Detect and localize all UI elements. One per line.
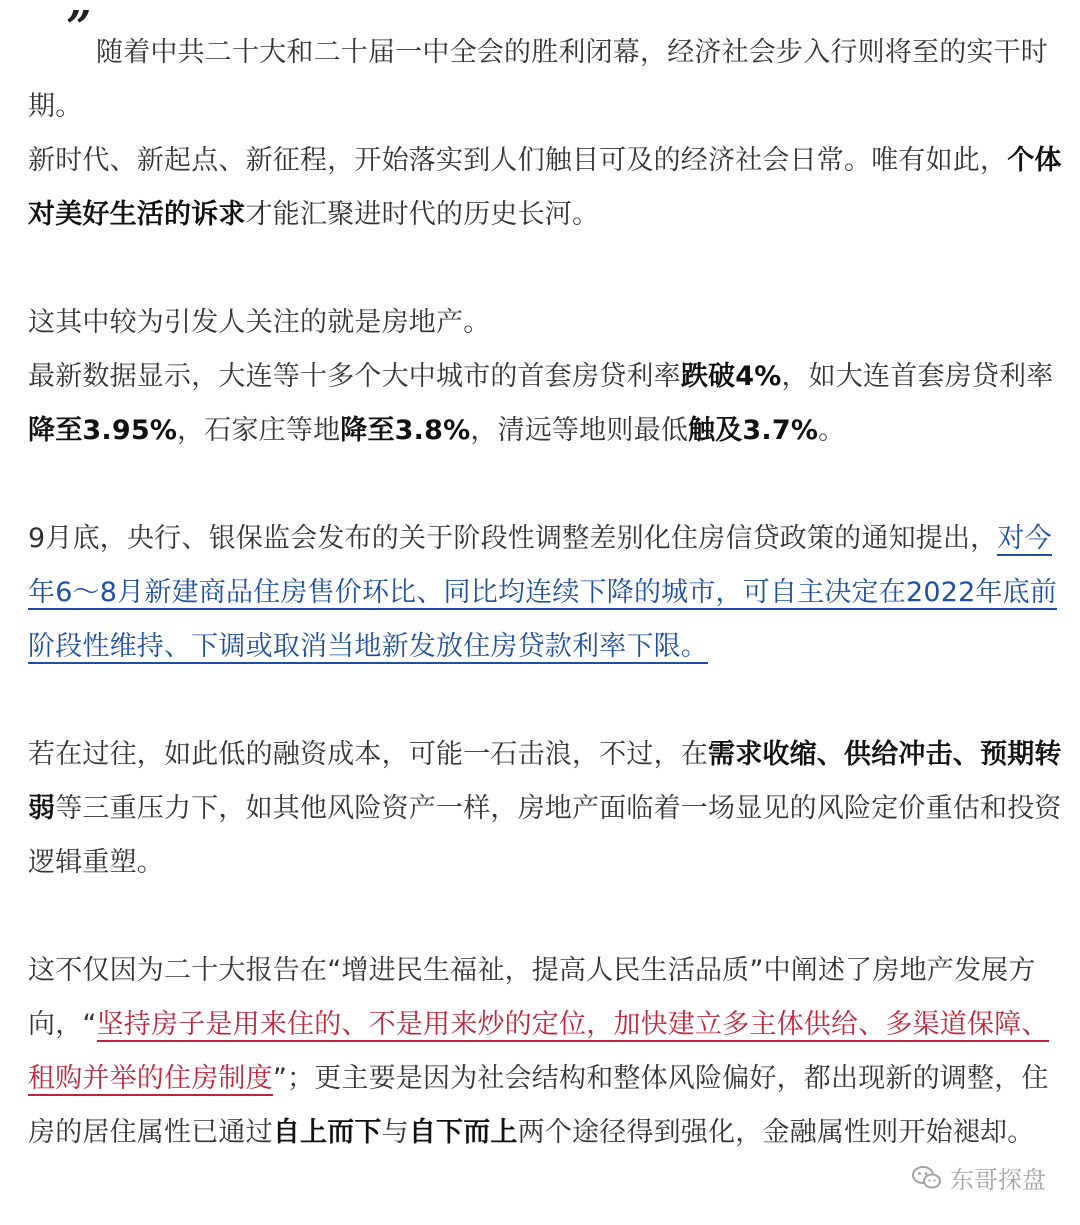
- rates-text: 最新数据显示，大连等十多个大中城市的首套房贷利率: [28, 361, 681, 392]
- pressure-bold: 需求收缩、供给冲击、预期转弱: [28, 739, 1062, 824]
- pressure-text-end: 等三重压力下，如其他风险资产一样，房地产面临着一场显见的风险定价重估和投资逻辑重塑。: [28, 793, 1062, 878]
- paragraph-rates: [28, 350, 1068, 458]
- paragraph-intro: [28, 26, 1068, 134]
- rate-bold-3: 降至3.8%: [340, 415, 471, 446]
- policy-text: 9月底，央行、银保监会发布的关于阶段性调整差别化住房信贷政策的通知提出，: [28, 523, 998, 554]
- rates-text: ，如大连首套房贷利率: [781, 361, 1054, 392]
- paragraph-new-era: [28, 134, 1068, 242]
- paragraph-policy: [28, 512, 1068, 674]
- new-era-text-end: 才能汇聚进时代的历史长河。: [245, 199, 600, 230]
- rate-bold-1: 跌破4%: [680, 361, 782, 392]
- report-link[interactable]: 坚持房子是用来住的、不是用来炒的定位，加快建立多主体供给、多渠道保障、租购并举的住房制度: [28, 1009, 1049, 1094]
- paragraph-report: [28, 944, 1068, 1160]
- paragraph-real-estate: [28, 296, 1068, 350]
- policy-link[interactable]: 对今年6～8月新建商品住房售价环比、同比均连续下降的城市，可自主决定在2022年底前阶段性维持、下调或取消当地新发放住房贷款利率下限。: [28, 523, 1058, 662]
- pressure-text: 若在过往，如此低的融资成本，可能一石击浪，不过，在: [28, 739, 708, 770]
- real-estate-text: 这其中较为引发人关注的就是房地产。: [28, 307, 491, 338]
- rates-text: 。: [818, 415, 846, 446]
- intro-text: 随着中共二十大和二十届一中全会的胜利闭幕，经济社会步入行则将至的实干时期。: [28, 37, 1048, 122]
- article-body: [28, 26, 1068, 1160]
- watermark: [912, 1160, 1046, 1195]
- report-text: ”；更主要是因为社会结构和整体风险偏好，都出现新的调整，住房的居住属性已通过: [28, 1063, 1049, 1148]
- rate-bold-4: 触及3.7%: [687, 415, 819, 446]
- report-text: 这不仅因为二十大报告在“增进民生福祉，提高人民生活品质”中阐述了房地产发展方向，“: [28, 955, 1036, 1040]
- quote-mark: ”: [66, 2, 92, 53]
- bold-bottom-up: 自下而上: [408, 1117, 518, 1148]
- new-era-text: 新时代、新起点、新征程，开始落实到人们触目可及的经济社会日常。唯有如此，: [28, 145, 1008, 176]
- report-text-end: 两个途径得到强化，金融属性则开始褪却。: [517, 1117, 1035, 1148]
- bold-top-down: 自上而下: [272, 1117, 382, 1148]
- wechat-icon: [912, 1165, 942, 1191]
- report-text: 与: [381, 1117, 409, 1148]
- rate-bold-2: 降至3.95%: [28, 415, 178, 446]
- paragraph-pressure: [28, 728, 1068, 890]
- bold-phrase: 个体对美好生活的诉求: [28, 145, 1062, 230]
- watermark-text: 东哥探盘: [950, 1166, 1046, 1194]
- rates-text: ，石家庄等地: [177, 415, 341, 446]
- rates-text: ，清远等地则最低: [470, 415, 688, 446]
